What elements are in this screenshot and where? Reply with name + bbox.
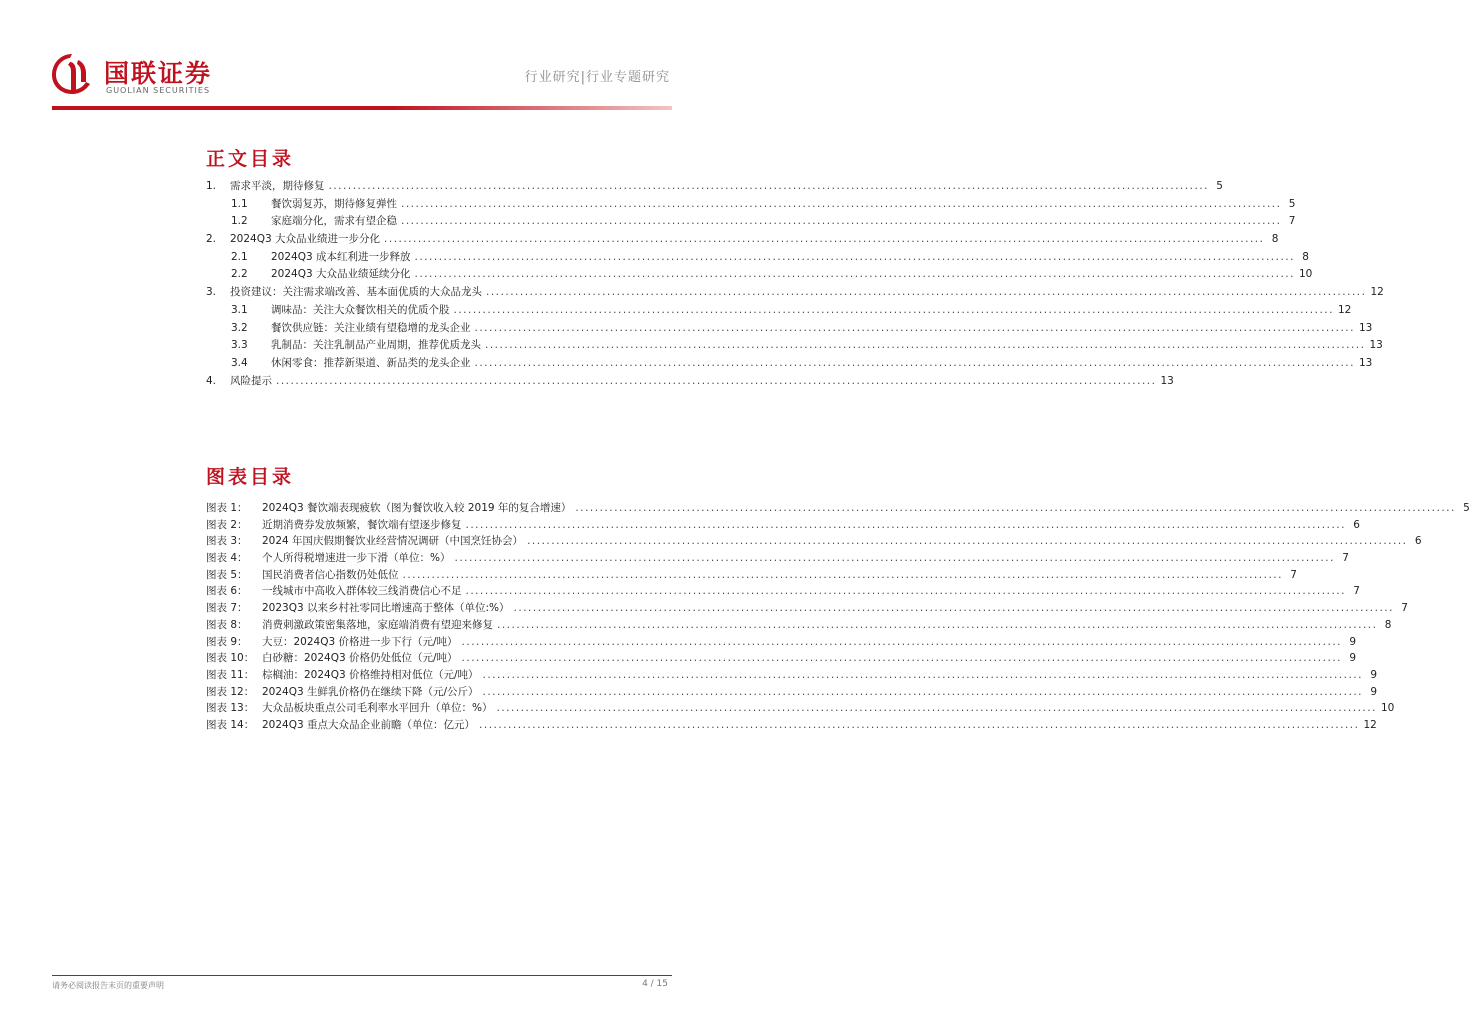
toc-entry[interactable] [206,213,1296,231]
figure-entry[interactable] [206,517,1360,534]
figure-entry-label: 图表 7： [206,602,248,615]
toc-entry-title: 餐饮供应链：关注业绩有望稳增的龙头企业 [271,321,471,334]
figure-entry-title: 大豆：2024Q3 价格进一步下行（元/吨） [262,635,458,648]
report-category: 行业研究|行业专题研究 [524,70,670,85]
figure-entry-page: 9 [1370,668,1377,681]
figure-entry-label: 图表 14： [206,718,255,731]
figure-entry-page: 10 [1380,702,1395,715]
toc-entry[interactable] [206,231,1279,249]
figure-entry-page: 9 [1370,685,1377,698]
dot-leader [462,652,1342,664]
dot-leader [466,585,1346,597]
figure-entry-title: 2023Q3 以来乡村社零同比增速高于整体（单位:%） [262,602,510,615]
figure-entry[interactable] [206,700,1395,717]
figure-entry-label: 图表 1： [206,502,248,514]
dot-leader [485,339,1365,351]
dot-leader [384,233,1264,245]
page-indicator: 4 / 15 [642,979,668,989]
dot-leader [401,215,1281,227]
figure-entry-label: 图表 12： [206,685,255,698]
toc-entry[interactable] [206,355,1373,373]
figure-entry-label: 图表 13： [206,702,255,715]
dot-leader [329,180,1209,192]
toc-entry-page: 12 [1337,303,1352,316]
dot-leader [462,636,1342,648]
dot-leader [401,198,1281,210]
figure-entry-title: 近期消费券发放频繁，餐饮端有望逐步修复 [262,518,462,531]
table-of-contents [206,178,1384,390]
toc-entry-title: 需求平淡，期待修复 [230,180,325,192]
figure-entry-page: 8 [1384,618,1392,631]
figure-entry-title: 国民消费者信心指数仍处低位 [262,568,399,581]
figure-entry-label: 图表 2： [206,518,248,531]
figure-entry-page: 5 [1463,502,1470,514]
toc-entry[interactable] [206,178,1223,196]
figure-entry[interactable] [206,583,1360,600]
toc-entry-number: 3.1 [231,303,248,316]
toc-entry[interactable] [206,196,1296,214]
toc-entry-title: 家庭端分化，需求有望企稳 [271,215,397,228]
toc-entry[interactable] [206,373,1174,391]
figure-entry[interactable] [206,600,1408,617]
dot-leader [527,535,1407,547]
toc-entry-page: 13 [1369,339,1383,352]
toc-entry-page: 7 [1288,215,1296,228]
dot-leader [496,702,1376,714]
figure-entry-label: 图表 6： [206,585,248,598]
toc-entry-title: 2024Q3 大众品业绩延续分化 [271,268,411,281]
figure-entry[interactable] [206,667,1377,684]
figure-entry-title: 一线城市中高收入群体较三线消费信心不足 [262,585,462,598]
toc-entry-number: 3.3 [231,339,248,352]
toc-entry-page: 8 [1302,250,1309,263]
figure-entry-label: 图表 11： [206,668,255,681]
figure-entry-page: 9 [1349,652,1356,665]
figure-entry[interactable] [206,634,1356,651]
dot-leader [483,669,1363,681]
toc-entry-number: 3.4 [231,356,248,369]
toc-entry-page: 13 [1358,321,1373,334]
toc-entry-number: 1.1 [231,197,248,210]
figure-entry-label: 图表 3： [206,535,248,548]
figure-entry[interactable] [206,567,1297,584]
figure-entry-title: 2024 年国庆假期餐饮业经营情况调研（中国烹饪协会） [262,535,524,548]
logo-chinese-name: 国联证券 [104,59,213,88]
figure-entry-label: 图表 4： [206,552,248,565]
figure-entry-title: 个人所得税增速进一步下滑（单位：%） [262,552,451,565]
toc-entry-title: 投资建议：关注需求端改善、基本面优质的大众品龙头 [230,286,482,299]
figures-title: 图表目录 [206,466,295,488]
toc-entry-title: 餐饮弱复苏，期待修复弹性 [271,197,397,210]
figure-entry-page: 7 [1353,585,1360,598]
guolian-logo-icon [50,52,94,96]
dot-leader [483,686,1363,698]
figure-entry-page: 7 [1342,552,1349,565]
toc-title: 正文目录 [206,148,295,170]
toc-entry-number: 3.2 [231,321,248,334]
figure-entry[interactable] [206,717,1377,734]
figure-entry[interactable] [206,617,1392,634]
dot-leader [466,519,1346,531]
toc-entry-page: 8 [1271,233,1279,246]
toc-entry-number: 3. [206,286,217,299]
figure-entry-page: 6 [1353,518,1360,531]
dot-leader [497,619,1377,631]
dot-leader [479,719,1359,731]
toc-entry-number: 1. [206,180,217,192]
toc-entry[interactable] [206,320,1373,338]
dot-leader [486,286,1366,298]
figure-entry-title: 大众品板块重点公司毛利率水平回升（单位：%） [262,702,493,715]
toc-entry[interactable] [206,302,1352,320]
figure-entry[interactable] [206,684,1377,701]
figure-entry-page: 7 [1401,602,1408,615]
figure-entry[interactable] [206,650,1356,667]
toc-entry-title: 调味品：关注大众餐饮相关的优质个股 [271,303,450,316]
dot-leader [415,251,1295,263]
toc-entry-page: 5 [1216,180,1223,192]
figure-entry-title: 2024Q3 重点大众品企业前瞻（单位：亿元） [262,718,476,731]
toc-entry[interactable] [206,249,1309,267]
header-divider [52,106,672,110]
dot-leader [475,322,1355,334]
figure-entry-page: 7 [1290,568,1297,581]
toc-entry-title: 2024Q3 成本红利进一步释放 [271,250,411,263]
figure-entry-page: 9 [1349,635,1356,648]
figure-entry-label: 图表 9： [206,635,248,648]
figure-entry-title: 白砂糖：2024Q3 价格仍处低位（元/吨） [262,652,458,665]
company-logo [50,50,250,100]
page-header [0,0,724,112]
figure-entry-page: 6 [1414,535,1422,548]
figure-entry-title: 2024Q3 生鲜乳价格仍在继续下降（元/公斤） [262,685,479,698]
toc-entry-title: 乳制品：关注乳制品产业周期，推荐优质龙头 [271,339,481,352]
toc-entry-title: 风险提示 [230,374,272,387]
toc-entry-number: 2.2 [231,268,248,281]
footer-disclaimer: 请务必阅读报告末页的重要声明 [52,981,164,990]
figure-entry-label: 图表 8： [206,618,248,631]
toc-entry[interactable] [206,266,1313,284]
figure-entry[interactable] [206,550,1349,567]
toc-entry-title: 2024Q3 大众品业绩进一步分化 [230,233,381,246]
figure-entry-label: 图表 5： [206,568,248,581]
dot-leader [475,357,1355,369]
figure-entry[interactable] [206,500,1470,517]
toc-entry-page: 13 [1358,356,1373,369]
figure-entry-label: 图表 10： [206,652,255,665]
toc-entry-page: 12 [1370,286,1384,299]
toc-entry-page: 10 [1298,268,1313,281]
logo-english-name: GUOLIAN SECURITIES [106,86,211,95]
dot-leader [575,502,1455,514]
toc-entry[interactable] [206,284,1384,302]
footer-divider [52,975,672,976]
toc-entry-number: 1.2 [231,215,248,228]
figure-entry-title: 棕榈油：2024Q3 价格维持相对低位（元/吨） [262,668,479,681]
dot-leader [454,304,1334,316]
toc-entry-number: 4. [206,374,217,387]
figure-entry-page: 12 [1363,718,1377,731]
dot-leader [276,375,1156,387]
figure-entry-title: 消费刺激政策密集落地，家庭端消费有望迎来修复 [262,618,493,631]
figure-entry[interactable] [206,533,1422,550]
dot-leader [415,268,1295,280]
dot-leader [403,569,1283,581]
toc-entry-title: 休闲零食：推荐新渠道、新品类的龙头企业 [271,356,471,369]
dot-leader [454,552,1334,564]
toc-entry[interactable] [206,337,1383,355]
toc-entry-page: 13 [1160,374,1174,387]
toc-entry-page: 5 [1288,197,1296,210]
toc-entry-number: 2. [206,233,217,246]
toc-entry-number: 2.1 [231,250,248,263]
figure-list [206,500,1470,734]
dot-leader [514,602,1394,614]
figure-entry-title: 2024Q3 餐饮端表现疲软（图为餐饮收入较 2019 年的复合增速） [262,502,572,514]
